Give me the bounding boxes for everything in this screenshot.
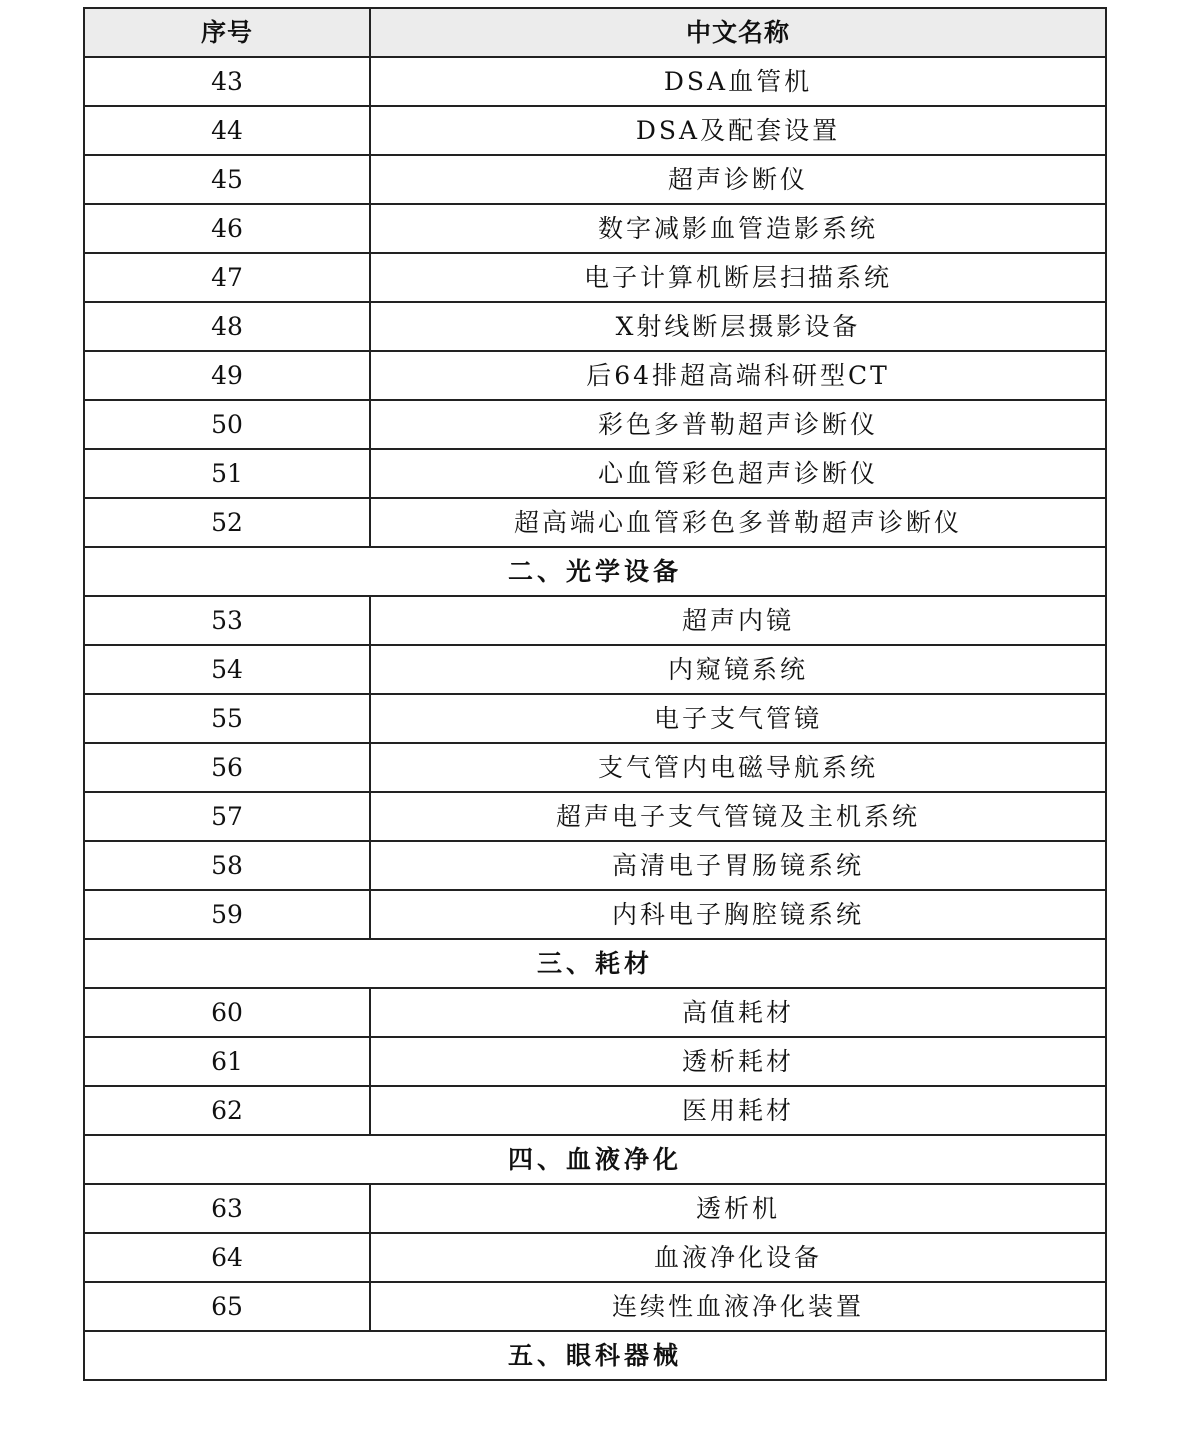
chinese-name-cell: 数字减影血管造影系统: [370, 204, 1106, 253]
chinese-name-cell: 内科电子胸腔镜系统: [370, 890, 1106, 939]
chinese-name-cell: 心血管彩色超声诊断仪: [370, 449, 1106, 498]
table-row: [84, 57, 1106, 106]
table-header-row: [84, 8, 1106, 57]
serial-number-cell: 63: [84, 1184, 370, 1233]
table-row: [84, 743, 1106, 792]
serial-number-cell: 50: [84, 400, 370, 449]
serial-number-cell: 55: [84, 694, 370, 743]
chinese-name-cell: 超声诊断仪: [370, 155, 1106, 204]
equipment-table: [83, 7, 1107, 1381]
serial-number-cell: 48: [84, 302, 370, 351]
table-row: [84, 1037, 1106, 1086]
section-header-row: [84, 547, 1106, 596]
header-serial-number: 序号: [84, 8, 370, 57]
chinese-name-cell: 透析机: [370, 1184, 1106, 1233]
table-row: [84, 1282, 1106, 1331]
chinese-name-cell: 超声内镜: [370, 596, 1106, 645]
table-row: [84, 694, 1106, 743]
chinese-name-cell: 电子支气管镜: [370, 694, 1106, 743]
section-header-row: [84, 1135, 1106, 1184]
table-row: [84, 596, 1106, 645]
table-row: [84, 106, 1106, 155]
table-row: [84, 1184, 1106, 1233]
serial-number-cell: 58: [84, 841, 370, 890]
section-title: 四、血液净化: [84, 1135, 1106, 1184]
section-title: 三、耗材: [84, 939, 1106, 988]
serial-number-cell: 60: [84, 988, 370, 1037]
serial-number-cell: 51: [84, 449, 370, 498]
chinese-name-cell: 彩色多普勒超声诊断仪: [370, 400, 1106, 449]
table-row: [84, 253, 1106, 302]
chinese-name-cell: 医用耗材: [370, 1086, 1106, 1135]
serial-number-cell: 61: [84, 1037, 370, 1086]
serial-number-cell: 45: [84, 155, 370, 204]
section-title: 二、光学设备: [84, 547, 1106, 596]
serial-number-cell: 49: [84, 351, 370, 400]
section-header-row: [84, 1331, 1106, 1380]
chinese-name-cell: DSA及配套设置: [370, 106, 1106, 155]
chinese-name-cell: DSA血管机: [370, 57, 1106, 106]
chinese-name-cell: 电子计算机断层扫描系统: [370, 253, 1106, 302]
serial-number-cell: 54: [84, 645, 370, 694]
table-row: [84, 498, 1106, 547]
chinese-name-cell: 支气管内电磁导航系统: [370, 743, 1106, 792]
header-chinese-name: 中文名称: [370, 8, 1106, 57]
serial-number-cell: 57: [84, 792, 370, 841]
chinese-name-cell: 透析耗材: [370, 1037, 1106, 1086]
chinese-name-cell: 高清电子胃肠镜系统: [370, 841, 1106, 890]
serial-number-cell: 59: [84, 890, 370, 939]
section-title: 五、眼科器械: [84, 1331, 1106, 1380]
table-row: [84, 890, 1106, 939]
table-row: [84, 645, 1106, 694]
serial-number-cell: 64: [84, 1233, 370, 1282]
table-row: [84, 792, 1106, 841]
chinese-name-cell: 后64排超高端科研型CT: [370, 351, 1106, 400]
serial-number-cell: 56: [84, 743, 370, 792]
chinese-name-cell: 超声电子支气管镜及主机系统: [370, 792, 1106, 841]
chinese-name-cell: 内窥镜系统: [370, 645, 1106, 694]
table-row: [84, 841, 1106, 890]
serial-number-cell: 52: [84, 498, 370, 547]
serial-number-cell: 62: [84, 1086, 370, 1135]
serial-number-cell: 43: [84, 57, 370, 106]
serial-number-cell: 46: [84, 204, 370, 253]
serial-number-cell: 44: [84, 106, 370, 155]
chinese-name-cell: 连续性血液净化装置: [370, 1282, 1106, 1331]
table-row: [84, 302, 1106, 351]
serial-number-cell: 47: [84, 253, 370, 302]
table-row: [84, 155, 1106, 204]
table-body: [84, 57, 1106, 1380]
table-row: [84, 204, 1106, 253]
table-row: [84, 449, 1106, 498]
table-row: [84, 1086, 1106, 1135]
chinese-name-cell: 超高端心血管彩色多普勒超声诊断仪: [370, 498, 1106, 547]
table-row: [84, 400, 1106, 449]
chinese-name-cell: 血液净化设备: [370, 1233, 1106, 1282]
table-row: [84, 1233, 1106, 1282]
table-row: [84, 351, 1106, 400]
chinese-name-cell: 高值耗材: [370, 988, 1106, 1037]
section-header-row: [84, 939, 1106, 988]
table-row: [84, 988, 1106, 1037]
chinese-name-cell: X射线断层摄影设备: [370, 302, 1106, 351]
serial-number-cell: 53: [84, 596, 370, 645]
serial-number-cell: 65: [84, 1282, 370, 1331]
